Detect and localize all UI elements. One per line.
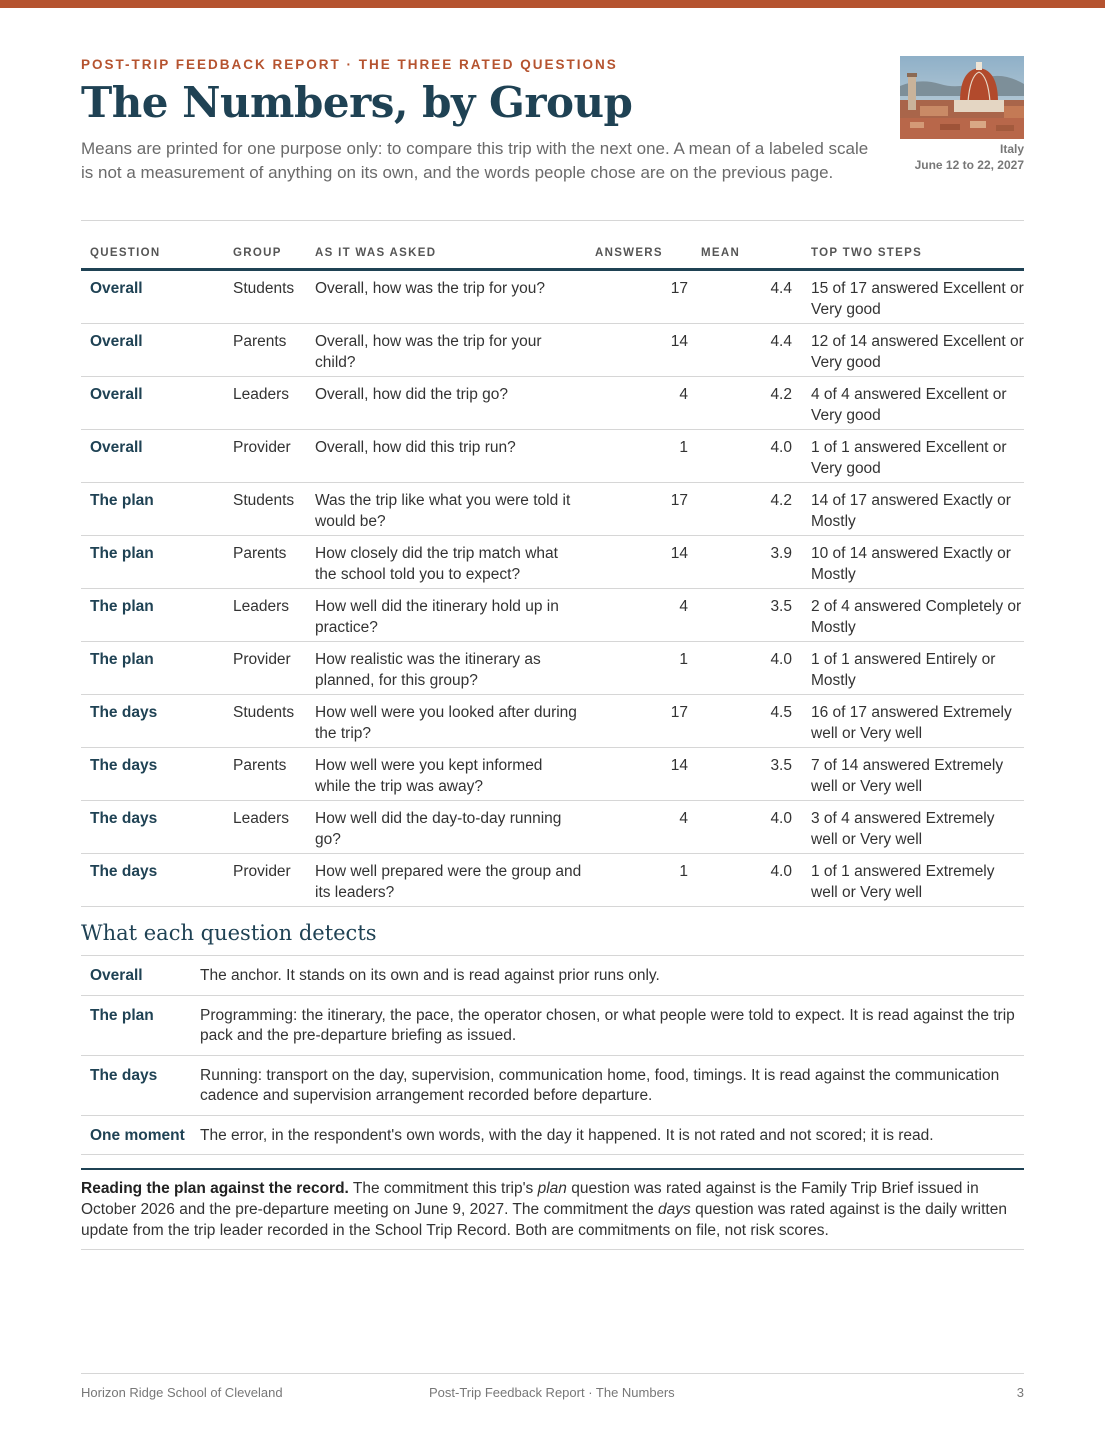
- intro-paragraph: Means are printed for one purpose only: to compare this trip with the next one. A mean of a labeled scale is not a measurement of anything on its own, and the words people chose are on the previous page.: [81, 139, 869, 182]
- group-cell: Leaders: [224, 801, 306, 854]
- question-cell: The plan: [81, 642, 224, 695]
- detects-key: The plan: [81, 995, 191, 1055]
- trip-country: Italy: [999, 142, 1024, 156]
- group-cell: Parents: [224, 536, 306, 589]
- reading-note: [81, 1178, 1024, 1241]
- answers-cell: 17: [582, 270, 688, 324]
- asked-cell: Was the trip like what you were told it would be?: [306, 483, 582, 536]
- question-cell: The plan: [81, 483, 224, 536]
- detects-key: One moment: [81, 1115, 191, 1155]
- answers-cell: 17: [582, 695, 688, 748]
- table-row: [81, 642, 1024, 695]
- answers-cell: 14: [582, 324, 688, 377]
- group-cell: Students: [224, 270, 306, 324]
- group-cell: Students: [224, 483, 306, 536]
- answers-cell: 17: [582, 483, 688, 536]
- question-cell: The days: [81, 748, 224, 801]
- mean-cell: 4.4: [688, 270, 792, 324]
- divider: [81, 220, 1024, 221]
- table-row: [81, 589, 1024, 642]
- page-number: 3: [1016, 1385, 1024, 1400]
- answers-cell: 14: [582, 748, 688, 801]
- table-row: [81, 270, 1024, 324]
- table-row: [81, 536, 1024, 589]
- asked-cell: How well did the itinerary hold up in practice?: [306, 589, 582, 642]
- answers-cell: 1: [582, 854, 688, 907]
- page-title: The Numbers, by Group: [81, 78, 633, 127]
- detects-row: [81, 1055, 1024, 1115]
- asked-cell: How well did the day-to-day running go?: [306, 801, 582, 854]
- question-cell: Overall: [81, 324, 224, 377]
- mean-cell: 4.2: [688, 377, 792, 430]
- note-text-1: The commitment this trip's: [348, 1180, 538, 1197]
- column-header-top-two-steps: TOP TWO STEPS: [792, 240, 1024, 270]
- table-row: [81, 324, 1024, 377]
- mean-cell: 4.0: [688, 801, 792, 854]
- note-divider: [81, 1168, 1024, 1170]
- detects-text: The anchor. It stands on its own and is read against prior runs only.: [191, 956, 1024, 995]
- detects-key: The days: [81, 1055, 191, 1115]
- asked-cell: Overall, how was the trip for you?: [306, 270, 582, 324]
- top-two-steps-cell: 1 of 1 answered Entirely or Mostly: [792, 642, 1024, 695]
- ratings-table: [81, 240, 1024, 907]
- top-two-steps-cell: 7 of 14 answered Extremely well or Very well: [792, 748, 1024, 801]
- column-header-asked: AS IT WAS ASKED: [306, 240, 582, 270]
- top-two-steps-cell: 12 of 14 answered Excellent or Very good: [792, 324, 1024, 377]
- mean-cell: 4.2: [688, 483, 792, 536]
- top-two-steps-cell: 1 of 1 answered Excellent or Very good: [792, 430, 1024, 483]
- table-row: [81, 430, 1024, 483]
- note-text-2: question was rated against is the Family Trip Brief issued in October 2026 and the pre-departure meeting on June 9, 2027. The commitment the: [81, 1180, 979, 1218]
- table-row: [81, 854, 1024, 907]
- column-header-group: GROUP: [224, 240, 306, 270]
- asked-cell: How closely did the trip match what the school told you to expect?: [306, 536, 582, 589]
- column-header-answers: ANSWERS: [582, 240, 688, 270]
- detects-text: Programming: the itinerary, the pace, the operator chosen, or what people were told to expect. It is read against the trip pack and the pre-departure briefing as issued.: [191, 995, 1024, 1055]
- note-emphasis-plan: plan: [537, 1180, 567, 1197]
- column-header-question: QUESTION: [81, 240, 224, 270]
- footer-school: Horizon Ridge School of Cleveland: [81, 1385, 283, 1400]
- question-cell: The plan: [81, 536, 224, 589]
- answers-cell: 4: [582, 377, 688, 430]
- detects-key: Overall: [81, 956, 191, 995]
- footer-divider: [81, 1373, 1024, 1374]
- table-row: [81, 483, 1024, 536]
- note-emphasis-days: days: [658, 1201, 691, 1218]
- detects-text: The error, in the respondent's own words, with the day it happened. It is not rated and not scored; it is read.: [191, 1115, 1024, 1155]
- question-cell: The days: [81, 854, 224, 907]
- answers-cell: 4: [582, 801, 688, 854]
- answers-cell: 14: [582, 536, 688, 589]
- note-text-3: question was rated against is the daily written update from the trip leader recorded in the School Trip Record. Both are commitments on file, not risk scores.: [81, 1201, 1007, 1239]
- footer-report-title: Post-Trip Feedback Report · The Numbers: [429, 1385, 675, 1400]
- group-cell: Provider: [224, 430, 306, 483]
- answers-cell: 1: [582, 430, 688, 483]
- mean-cell: 4.4: [688, 324, 792, 377]
- group-cell: Parents: [224, 748, 306, 801]
- mean-cell: 4.5: [688, 695, 792, 748]
- detects-row: [81, 995, 1024, 1055]
- top-two-steps-cell: 15 of 17 answered Excellent or Very good: [792, 270, 1024, 324]
- detects-table: [81, 956, 1024, 1155]
- detects-row: [81, 1115, 1024, 1155]
- table-row: [81, 377, 1024, 430]
- top-two-steps-cell: 14 of 17 answered Exactly or Mostly: [792, 483, 1024, 536]
- mean-cell: 4.0: [688, 430, 792, 483]
- table-row: [81, 801, 1024, 854]
- detects-text: Running: transport on the day, supervision, communication home, food, timings. It is read against the communication cadence and supervision arrangement recorded before departure.: [191, 1055, 1024, 1115]
- group-cell: Provider: [224, 854, 306, 907]
- group-cell: Leaders: [224, 589, 306, 642]
- asked-cell: How realistic was the itinerary as planned, for this group?: [306, 642, 582, 695]
- group-cell: Students: [224, 695, 306, 748]
- top-two-steps-cell: 16 of 17 answered Extremely well or Very well: [792, 695, 1024, 748]
- group-cell: Parents: [224, 324, 306, 377]
- section-heading-detects: What each question detects: [81, 921, 377, 945]
- note-lead: Reading the plan against the record.: [81, 1180, 349, 1197]
- mean-cell: 3.9: [688, 536, 792, 589]
- question-cell: Overall: [81, 270, 224, 324]
- table-row: [81, 748, 1024, 801]
- trip-dates: June 12 to 22, 2027: [914, 158, 1024, 172]
- divider: [81, 1249, 1024, 1250]
- asked-cell: How well prepared were the group and its leaders?: [306, 854, 582, 907]
- question-cell: The days: [81, 695, 224, 748]
- asked-cell: Overall, how did the trip go?: [306, 377, 582, 430]
- florence-cathedral-photo: [900, 56, 1024, 139]
- mean-cell: 3.5: [688, 589, 792, 642]
- question-cell: Overall: [81, 377, 224, 430]
- table-header-row: [81, 240, 1024, 270]
- asked-cell: Overall, how did this trip run?: [306, 430, 582, 483]
- mean-cell: 3.5: [688, 748, 792, 801]
- answers-cell: 1: [582, 642, 688, 695]
- top-two-steps-cell: 1 of 1 answered Extremely well or Very well: [792, 854, 1024, 907]
- asked-cell: Overall, how was the trip for your child?: [306, 324, 582, 377]
- answers-cell: 4: [582, 589, 688, 642]
- asked-cell: How well were you looked after during the trip?: [306, 695, 582, 748]
- question-cell: The days: [81, 801, 224, 854]
- column-header-mean: MEAN: [688, 240, 792, 270]
- top-two-steps-cell: 3 of 4 answered Extremely well or Very well: [792, 801, 1024, 854]
- question-cell: Overall: [81, 430, 224, 483]
- top-two-steps-cell: 4 of 4 answered Excellent or Very good: [792, 377, 1024, 430]
- top-two-steps-cell: 2 of 4 answered Completely or Mostly: [792, 589, 1024, 642]
- report-eyebrow: POST-TRIP FEEDBACK REPORT · THE THREE RATED QUESTIONS: [81, 57, 618, 72]
- question-cell: The plan: [81, 589, 224, 642]
- detects-row: [81, 956, 1024, 995]
- mean-cell: 4.0: [688, 854, 792, 907]
- top-two-steps-cell: 10 of 14 answered Exactly or Mostly: [792, 536, 1024, 589]
- asked-cell: How well were you kept informed while the trip was away?: [306, 748, 582, 801]
- mean-cell: 4.0: [688, 642, 792, 695]
- top-accent-bar: [0, 0, 1105, 8]
- table-row: [81, 695, 1024, 748]
- group-cell: Provider: [224, 642, 306, 695]
- group-cell: Leaders: [224, 377, 306, 430]
